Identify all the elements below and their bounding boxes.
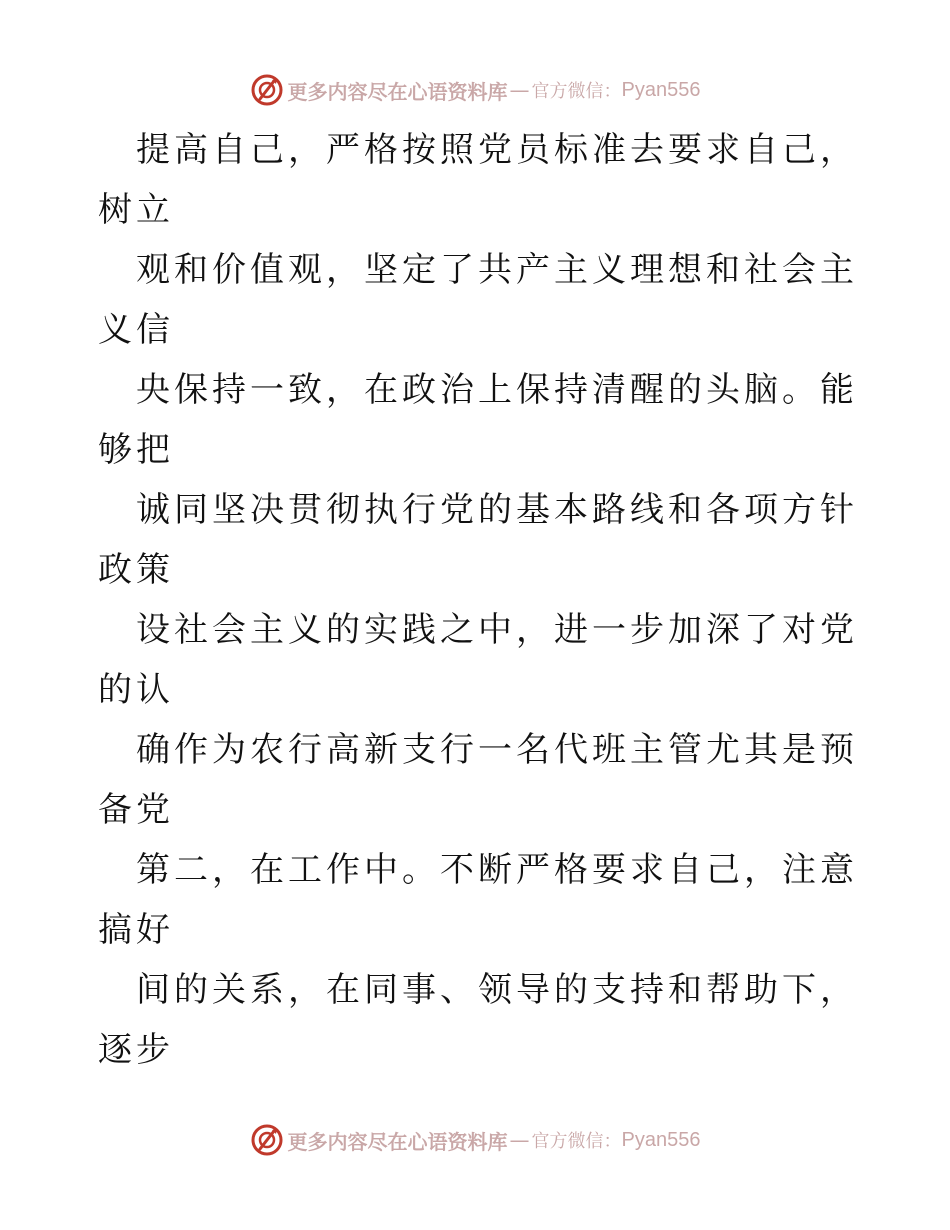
paragraph: 设社会主义的实践之中，进一步加深了对党的认 (98, 610, 858, 710)
footer-separator: — (509, 1128, 530, 1152)
header-wechat-label: 官方微信： (531, 81, 622, 102)
footer-watermark (0, 1120, 950, 1160)
paragraph: 间的关系，在同事、领导的支持和帮助下，逐步 (98, 970, 858, 1070)
paragraph: 观和价值观，坚定了共产主义理想和社会主义信 (98, 250, 858, 350)
paragraph: 确作为农行高新支行一名代班主管尤其是预备党 (98, 730, 858, 830)
header-wechat-id: Pyan556 (621, 78, 701, 101)
header-watermark (0, 70, 950, 110)
library-logo-icon (250, 1123, 284, 1157)
paragraph: 诚同坚决贯彻执行党的基本路线和各项方针政策 (98, 490, 858, 590)
footer-brand-text: 更多内容尽在心语资料库 (287, 1129, 508, 1154)
footer-wechat-label: 官方微信： (531, 1131, 622, 1152)
header-separator: — (509, 78, 530, 102)
paragraph: 提高自己，严格按照党员标准去要求自己，树立 (98, 130, 858, 230)
document-body (98, 120, 858, 1080)
header-brand-text: 更多内容尽在心语资料库 (287, 79, 508, 104)
library-logo-icon (250, 73, 284, 107)
footer-wechat-id: Pyan556 (621, 1128, 701, 1151)
paragraph: 央保持一致，在政治上保持清醒的头脑。能够把 (98, 370, 858, 470)
paragraph: 第二，在工作中。不断严格要求自己，注意搞好 (98, 850, 858, 950)
